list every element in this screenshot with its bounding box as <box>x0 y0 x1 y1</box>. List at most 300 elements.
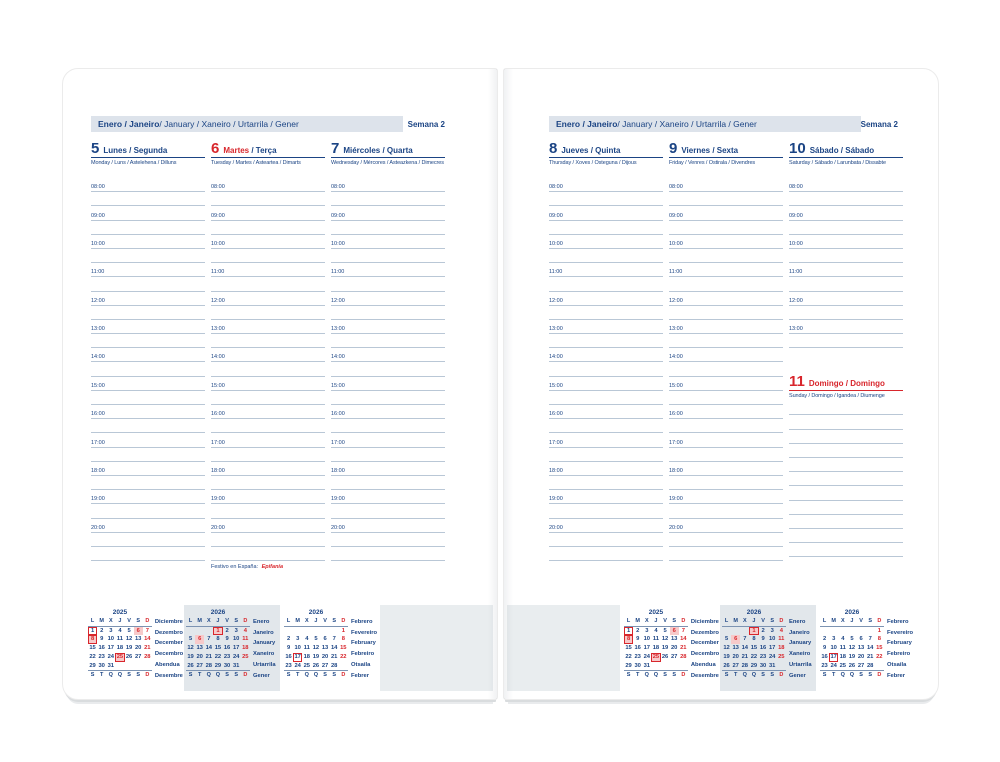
time-label: 10:00 <box>549 240 563 247</box>
time-slot-line <box>669 306 783 320</box>
time-label: 10:00 <box>211 240 225 247</box>
calendar-date-cell <box>186 627 195 636</box>
calendar-date-cell: 24 <box>294 662 301 669</box>
calendar-date-cell: 12 <box>187 645 194 652</box>
calendar-date-cell: 16 <box>759 645 767 652</box>
time-slot-line <box>211 448 325 462</box>
time-label: 09:00 <box>331 212 345 219</box>
time-slot-line <box>211 306 325 320</box>
time-label: 15:00 <box>91 382 105 389</box>
calendar-date-row <box>88 653 152 662</box>
time-label: 09:00 <box>211 212 225 219</box>
calendar-date-row <box>284 662 348 671</box>
time-slot-line <box>549 277 663 291</box>
calendar-date-cell: 20 <box>196 653 203 660</box>
calendar-date-cell: 27 <box>134 653 142 660</box>
weekday-letter: S <box>822 672 827 679</box>
weekday-letter: S <box>286 672 291 679</box>
calendar-date-cell <box>134 662 143 671</box>
calendar-date-row <box>88 635 152 644</box>
day-names-translations: Friday / Venres / Ostirala / Divendres <box>669 160 756 166</box>
time-label: 10:00 <box>669 240 683 247</box>
calendar-date-cell: 20 <box>732 653 739 660</box>
calendar-date-cell: 8 <box>752 636 756 643</box>
time-slot-line <box>211 377 325 391</box>
calendar-date-cell: 18 <box>242 645 249 652</box>
day-name: Lunes / Segunda <box>103 146 168 155</box>
calendar-date-cell: 4 <box>118 627 122 634</box>
time-label: 17:00 <box>91 439 105 446</box>
weekday-letter: S <box>859 672 863 679</box>
calendar-month-name: Decembro <box>154 651 184 658</box>
calendar-date-cell: 6 <box>195 635 204 644</box>
time-slot-line <box>211 391 325 405</box>
calendar-date-cell: 16 <box>821 653 828 660</box>
day-name: Sábado / Sábado <box>809 146 875 155</box>
time-label: 15:00 <box>549 382 563 389</box>
time-slot-line <box>789 515 903 529</box>
calendar-month-name: Febrero <box>887 619 909 625</box>
time-slot-line <box>549 221 663 235</box>
calendar-date-cell: 20 <box>670 645 678 652</box>
calendar-date-cell: 7 <box>207 636 211 643</box>
calendar-date-cell <box>321 627 330 636</box>
calendar-date-cell <box>670 662 679 671</box>
weekday-letter: Q <box>108 672 113 679</box>
time-slot-line <box>211 547 325 561</box>
time-slot-line <box>91 292 205 306</box>
time-slot-line <box>549 362 663 376</box>
calendar-date-row <box>186 653 250 662</box>
time-label: 20:00 <box>211 524 225 531</box>
time-label: 18:00 <box>91 467 105 474</box>
calendar-date-cell <box>875 662 884 671</box>
weekday-letter: D <box>779 618 784 624</box>
calendar-weekday-header <box>284 617 348 627</box>
time-slot-line <box>789 529 903 543</box>
calendar-date-cell: 22 <box>750 653 758 660</box>
time-slot-line <box>91 377 205 391</box>
time-label: 11:00 <box>211 269 225 276</box>
calendar-date-cell: 28 <box>680 653 687 660</box>
calendar-date-cell: 30 <box>223 662 231 669</box>
calendar-date-cell: 20 <box>134 645 142 652</box>
weekday-letter: L <box>90 618 95 624</box>
day-names-translations: Monday / Luns / Astelehena / Dilluns <box>91 160 177 166</box>
calendar-weekday-header <box>722 617 786 627</box>
calendar-date-cell: 21 <box>866 653 874 660</box>
calendar-month-name: Xaneiro <box>789 651 811 658</box>
time-slot-line <box>669 533 783 547</box>
calendar-year: 2025 <box>112 609 128 616</box>
time-label: 11:00 <box>669 269 683 276</box>
weekday-letter: D <box>341 672 346 679</box>
calendar-date-cell: 29 <box>625 662 632 669</box>
mini-calendar-strip <box>86 605 493 691</box>
weekday-letter: Q <box>215 672 221 679</box>
calendar-date-cell <box>125 662 134 671</box>
time-slot-line <box>211 476 325 490</box>
calendar-date-row <box>186 662 250 671</box>
calendar-date-cell: 12 <box>723 645 730 652</box>
calendar-date-cell: 4 <box>654 627 658 634</box>
calendar-month-name: Febrero <box>351 619 373 625</box>
calendar-date-row <box>284 627 348 636</box>
time-slot-line <box>331 249 445 263</box>
time-slot-line <box>331 519 445 533</box>
calendar-date-cell: 26 <box>848 662 856 669</box>
calendar-month-name: Febrer <box>887 672 906 679</box>
calendar-month-name: Desembre <box>154 672 183 679</box>
calendar-year: 2026 <box>844 609 860 616</box>
time-slot-line <box>789 401 903 415</box>
time-slot-line <box>331 547 445 561</box>
time-slot-line <box>669 320 783 334</box>
calendar-date-cell: 31 <box>643 662 651 669</box>
calendar-date-cell <box>866 627 875 636</box>
calendar-month-name: Dezembro <box>154 629 183 636</box>
calendar-date-cell <box>829 627 838 636</box>
calendar-month-name: Otsaila <box>887 661 907 668</box>
time-label: 11:00 <box>91 269 105 276</box>
time-slot-line <box>549 249 663 263</box>
time-slot-line <box>211 292 325 306</box>
calendar-month-name: Gener <box>789 672 806 679</box>
calendar-date-cell: 3 <box>832 636 836 643</box>
time-label: 16:00 <box>211 411 225 418</box>
time-slot-line <box>669 334 783 348</box>
calendar-date-cell: 21 <box>330 653 338 660</box>
time-label: 10:00 <box>789 240 803 247</box>
time-slot-line <box>789 277 903 291</box>
time-slot-line <box>789 192 903 206</box>
calendar-date-cell: 24 <box>232 653 240 660</box>
time-slot-line <box>211 419 325 433</box>
time-label: 08:00 <box>331 184 345 191</box>
time-label: 20:00 <box>331 524 345 531</box>
weekday-letter: D <box>243 672 248 679</box>
time-slot-line <box>211 533 325 547</box>
calendar-date-cell: 29 <box>89 662 96 669</box>
calendar-date-cell <box>838 627 847 636</box>
calendar-date-cell: 24 <box>768 653 776 660</box>
time-label: 19:00 <box>211 496 225 503</box>
time-grid-sunday <box>789 401 903 557</box>
calendar-date-cell: 14 <box>330 645 338 652</box>
calendar-date-cell: 11 <box>116 636 123 643</box>
calendar-date-cell: 30 <box>98 662 105 669</box>
day-names-translations: Wednesday / Mércores / Asteazkena / Dimecres <box>331 160 444 166</box>
time-slot-line <box>549 391 663 405</box>
day-name: Domingo / Domingo <box>808 379 885 389</box>
shaded-notes-block <box>507 605 620 691</box>
calendar-date-cell: 25 <box>303 662 311 669</box>
calendar-date-cell: 30 <box>634 662 641 669</box>
calendar-date-cell: 13 <box>670 636 678 643</box>
calendar-month-name: Urtarrila <box>253 661 276 668</box>
calendar-month-names <box>155 608 183 691</box>
calendar-date-cell: 11 <box>303 645 310 652</box>
time-label: 12:00 <box>669 297 683 304</box>
calendar-date-cell: 16 <box>98 645 105 652</box>
time-slot-line <box>91 547 205 561</box>
time-label: 13:00 <box>211 326 225 333</box>
calendar-date-cell <box>143 662 152 671</box>
time-label: 14:00 <box>669 354 683 361</box>
time-label: 17:00 <box>549 439 563 446</box>
day-name-es: Martes <box>223 146 250 155</box>
calendar-date-cell: 8 <box>877 636 881 643</box>
calendar-date-cell <box>731 627 740 636</box>
calendar-date-cell: 22 <box>214 653 222 660</box>
time-label: 20:00 <box>549 524 563 531</box>
weekday-letter: D <box>145 672 150 679</box>
time-label: 15:00 <box>211 382 225 389</box>
time-slot-line <box>669 504 783 518</box>
time-slot-line <box>669 462 783 476</box>
calendar-date-cell: 11 <box>242 636 249 643</box>
time-label: 08:00 <box>669 184 683 191</box>
calendar-date-cell: 18 <box>116 645 124 652</box>
time-slot-line <box>331 377 445 391</box>
calendar-month-name: February <box>351 640 376 647</box>
calendar-month-name: January <box>789 640 812 647</box>
calendar-date-cell: 12 <box>312 645 320 652</box>
calendar-date-cell: 13 <box>134 636 142 643</box>
time-slot-line <box>669 221 783 235</box>
calendar-date-cell: 10 <box>232 636 240 643</box>
calendar-date-cell: 15 <box>340 645 347 652</box>
time-label: 14:00 <box>549 354 563 361</box>
day-names-translations: Saturday / Sábado / Larunbata / Dissabte <box>789 160 886 166</box>
calendar-date-cell: 26 <box>187 662 194 669</box>
calendar-date-cell: 1 <box>88 627 97 636</box>
calendar-date-cell: 18 <box>839 653 847 660</box>
weekday-letter: S <box>225 672 229 679</box>
calendar-date-cell: 13 <box>732 645 739 652</box>
mini-calendar-december-2025 <box>86 605 182 691</box>
time-label: 20:00 <box>669 524 683 531</box>
time-slot-line <box>549 334 663 348</box>
time-slot-line <box>789 221 903 235</box>
calendar-date-cell: 2 <box>225 627 229 634</box>
calendar-month-name: Febrer <box>351 672 370 679</box>
weekday-letter: Q <box>206 672 211 679</box>
calendar-date-cell: 7 <box>332 636 336 643</box>
time-slot-line <box>211 334 325 348</box>
day-number: 6 <box>211 140 220 157</box>
time-label: 11:00 <box>331 269 345 276</box>
time-slot-line <box>669 419 783 433</box>
time-slot-line <box>91 476 205 490</box>
calendar-date-row <box>820 662 884 671</box>
calendar-date-cell: 6 <box>731 635 740 644</box>
time-slot-line <box>91 334 205 348</box>
calendar-date-cell: 21 <box>741 653 749 660</box>
weekday-letter: S <box>672 618 677 624</box>
time-slot-line <box>331 263 445 277</box>
calendar-date-cell <box>847 627 856 636</box>
calendar-date-cell: 24 <box>643 653 651 660</box>
calendar-date-cell: 19 <box>187 653 194 660</box>
mini-calendar-february-2026 <box>282 605 378 691</box>
calendar-date-row <box>722 653 786 662</box>
time-label: 18:00 <box>211 467 225 474</box>
calendar-date-cell: 13 <box>321 645 329 652</box>
day-column-6 <box>211 141 325 570</box>
calendar-date-cell: 4 <box>841 636 845 643</box>
weekday-letter: J <box>216 618 220 624</box>
time-slot-line <box>211 277 325 291</box>
time-slot-line <box>331 292 445 306</box>
month-header-bar <box>91 116 403 132</box>
time-slot-line <box>331 419 445 433</box>
calendar-date-cell: 6 <box>859 636 863 643</box>
time-label: 19:00 <box>91 496 105 503</box>
time-slot-line <box>669 277 783 291</box>
calendar-date-row <box>722 662 786 671</box>
time-slot-line <box>91 433 205 447</box>
time-label: 18:00 <box>331 467 345 474</box>
weekday-letter: T <box>832 672 836 679</box>
calendar-date-cell: 14 <box>144 636 151 643</box>
time-grid-saturday <box>789 178 903 348</box>
calendar-date-cell: 4 <box>779 627 783 634</box>
calendar-date-row <box>88 644 152 653</box>
time-slot-line <box>789 415 903 429</box>
calendar-weekday-footer <box>722 670 786 680</box>
weekday-letter: J <box>118 618 122 624</box>
weekday-letter: J <box>752 618 756 624</box>
time-grid <box>669 178 783 561</box>
calendar-date-cell: 8 <box>216 636 220 643</box>
time-slot-line <box>669 192 783 206</box>
time-slot-line <box>789 292 903 306</box>
weekday-letter: T <box>734 672 738 679</box>
time-slot-line <box>91 490 205 504</box>
mini-calendar-february-2026 <box>818 605 914 691</box>
time-label: 17:00 <box>331 439 345 446</box>
calendar-date-cell <box>651 662 660 671</box>
day-column-9 <box>669 141 783 561</box>
weekday-letter: L <box>188 618 193 624</box>
calendar-date-cell: 1 <box>624 627 633 636</box>
calendar-date-cell: 30 <box>759 662 767 669</box>
calendar-date-cell: 29 <box>750 662 758 669</box>
weekday-letter: L <box>286 618 291 624</box>
day-header-11 <box>789 374 903 391</box>
time-label: 12:00 <box>549 297 563 304</box>
time-slot-line <box>669 490 783 504</box>
weekday-letter: M <box>99 618 104 624</box>
weekday-letter: X <box>742 618 747 624</box>
day-names-translations: Tuesday / Martes / Asteartea / Dimarts <box>211 160 301 166</box>
time-slot-line <box>789 334 903 348</box>
time-slot-line <box>669 519 783 533</box>
weekday-letter: Q <box>313 672 319 679</box>
weekday-letter: Q <box>751 672 757 679</box>
calendar-date-cell: 4 <box>243 627 247 634</box>
calendar-date-row <box>624 653 688 662</box>
calendar-weekday-footer <box>624 670 688 680</box>
day-name: Jueves / Quinta <box>561 146 621 155</box>
calendar-weekday-header <box>624 617 688 627</box>
calendar-date-cell: 6 <box>134 627 143 636</box>
calendar-date-cell: 27 <box>670 653 678 660</box>
time-slot-line <box>91 249 205 263</box>
calendar-date-row <box>624 644 688 653</box>
weekday-letter: D <box>341 618 346 624</box>
time-label: 17:00 <box>211 439 225 446</box>
calendar-date-row <box>820 653 884 662</box>
day-number: 11 <box>789 373 805 391</box>
calendar-date-cell: 10 <box>294 645 301 652</box>
calendar-date-cell: 9 <box>286 645 291 652</box>
time-slot-line <box>211 178 325 192</box>
calendar-date-cell: 4 <box>305 636 309 643</box>
weekday-letter: T <box>296 672 300 679</box>
weekday-letter: X <box>108 618 113 624</box>
time-slot-line <box>669 263 783 277</box>
time-slot-line <box>331 362 445 376</box>
calendar-date-cell <box>204 627 213 636</box>
calendar-date-cell: 31 <box>768 662 776 669</box>
month-title-bold: Enero / Janeiro <box>556 119 618 129</box>
time-slot-line <box>549 206 663 220</box>
calendar-date-cell: 23 <box>285 662 292 669</box>
time-slot-line <box>549 348 663 362</box>
weekday-letter: X <box>304 618 309 624</box>
time-slot-line <box>211 348 325 362</box>
calendar-date-cell: 11 <box>839 645 846 652</box>
calendar-date-cell: 6 <box>323 636 327 643</box>
calendar-month-name: Enero <box>789 619 806 625</box>
calendar-date-cell: 14 <box>205 645 213 652</box>
calendar-date-cell <box>293 627 302 636</box>
time-slot-line <box>91 462 205 476</box>
calendar-date-cell: 1 <box>341 627 345 634</box>
holiday-note-value: Epifanía <box>261 564 284 571</box>
weekday-letter: Q <box>117 672 123 679</box>
time-slot-line <box>549 405 663 419</box>
holiday-note <box>211 564 325 570</box>
mini-calendar-december-2025 <box>622 605 718 691</box>
time-slot-line <box>91 362 205 376</box>
calendar-date-cell <box>195 627 204 636</box>
weekday-letter: J <box>314 618 318 624</box>
calendar-date-cell: 9 <box>636 636 640 643</box>
weekday-letter: S <box>868 618 873 624</box>
time-slot-line <box>789 543 903 557</box>
weekday-letter: D <box>877 618 882 624</box>
calendar-date-cell: 25 <box>778 653 785 660</box>
calendar-date-cell: 3 <box>234 627 238 634</box>
time-slot-line <box>549 320 663 334</box>
day-column-8 <box>549 141 663 561</box>
day-header-9 <box>669 141 783 158</box>
calendar-date-cell: 15 <box>625 645 632 652</box>
weekday-letter: D <box>681 618 686 624</box>
time-slot-line <box>669 405 783 419</box>
calendar-date-row <box>284 644 348 653</box>
time-slot-line <box>331 306 445 320</box>
time-slot-line <box>331 235 445 249</box>
time-slot-line <box>211 462 325 476</box>
time-slot-line <box>789 458 903 472</box>
time-slot-line <box>549 462 663 476</box>
calendar-date-cell: 10 <box>830 645 837 652</box>
weekday-letter: V <box>127 618 131 624</box>
